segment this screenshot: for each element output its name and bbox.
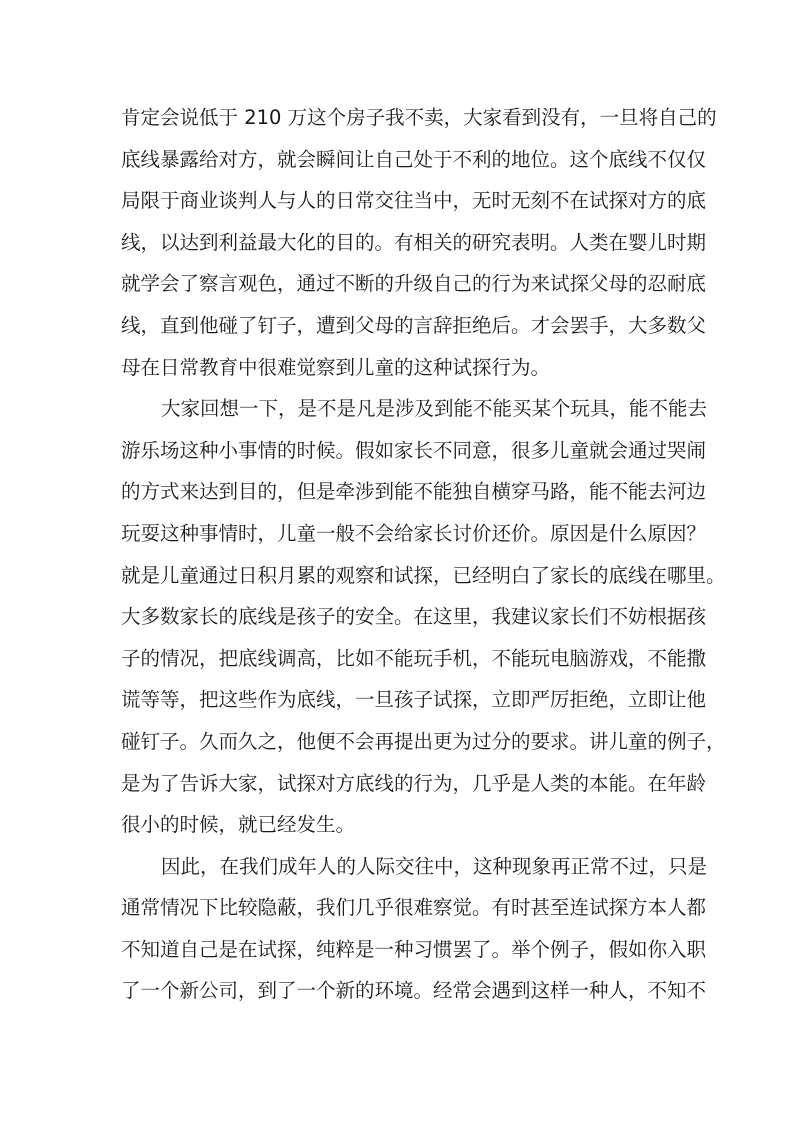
text-line: 游乐场这种小事情的时候。假如家长不同意，很多儿童就会通过哭闹 xyxy=(121,438,707,462)
text-line: 线，以达到利益最大化的目的。有相关的研究表明。人类在婴儿时期 xyxy=(121,230,707,254)
text-line: 大多数家长的底线是孩子的安全。在这里，我建议家长们不妨根据孩 xyxy=(121,605,707,629)
text-line: 不知道自己是在试探，纯粹是一种习惯罢了。举个例子，假如你入职 xyxy=(121,937,707,961)
text-line: 碰钉子。久而久之，他便不会再提出更为过分的要求。讲儿童的例子， xyxy=(121,729,726,753)
paragraph-start-line: 大家回想一下，是不是凡是涉及到能不能买某个玩具，能不能去 xyxy=(161,397,708,421)
text-line: 玩耍这种事情时，儿童一般不会给家长讨价还价。原因是什么原因？ xyxy=(121,521,707,545)
text-line: 的方式来达到目的，但是牵涉到能不能独自横穿马路，能不能去河边 xyxy=(121,480,707,504)
text-line: 通常情况下比较隐蔽，我们几乎很难察觉。有时甚至连试探方本人都 xyxy=(121,896,707,920)
text-line: 很小的时候，就已经发生。 xyxy=(121,813,356,837)
text-line: 线，直到他碰了钉子，遭到父母的言辞拒绝后。才会罢手，大多数父 xyxy=(121,313,707,337)
paragraph-start-line: 因此，在我们成年人的人际交往中，这种现象再正常不过，只是 xyxy=(161,854,708,878)
body-text xyxy=(121,97,726,1012)
text-line: 就是儿童通过日积月累的观察和试探，已经明白了家长的底线在哪里。 xyxy=(121,563,726,587)
text-line: 局限于商业谈判人与人的日常交往当中，无时无刻不在试探对方的底 xyxy=(121,189,707,213)
text-line: 谎等等，把这些作为底线，一旦孩子试探，立即严厉拒绝，立即让他 xyxy=(121,688,707,712)
text-line: 母在日常教育中很难觉察到儿童的这种试探行为。 xyxy=(121,355,551,379)
text-line: 了一个新公司，到了一个新的环境。经常会遇到这样一种人，不知不 xyxy=(121,979,707,1003)
text-line: 子的情况，把底线调高，比如不能玩手机，不能玩电脑游戏，不能撒 xyxy=(121,646,707,670)
text-line: 是为了告诉大家，试探对方底线的行为，几乎是人类的本能。在年龄 xyxy=(121,771,707,795)
text-line: 底线暴露给对方，就会瞬间让自己处于不利的地位。这个底线不仅仅 xyxy=(121,147,707,171)
text-line: 肯定会说低于 210 万这个房子我不卖，大家看到没有，一旦将自己的 xyxy=(121,106,717,129)
text-line: 就学会了察言观色，通过不断的升级自己的行为来试探父母的忍耐底 xyxy=(121,272,707,296)
